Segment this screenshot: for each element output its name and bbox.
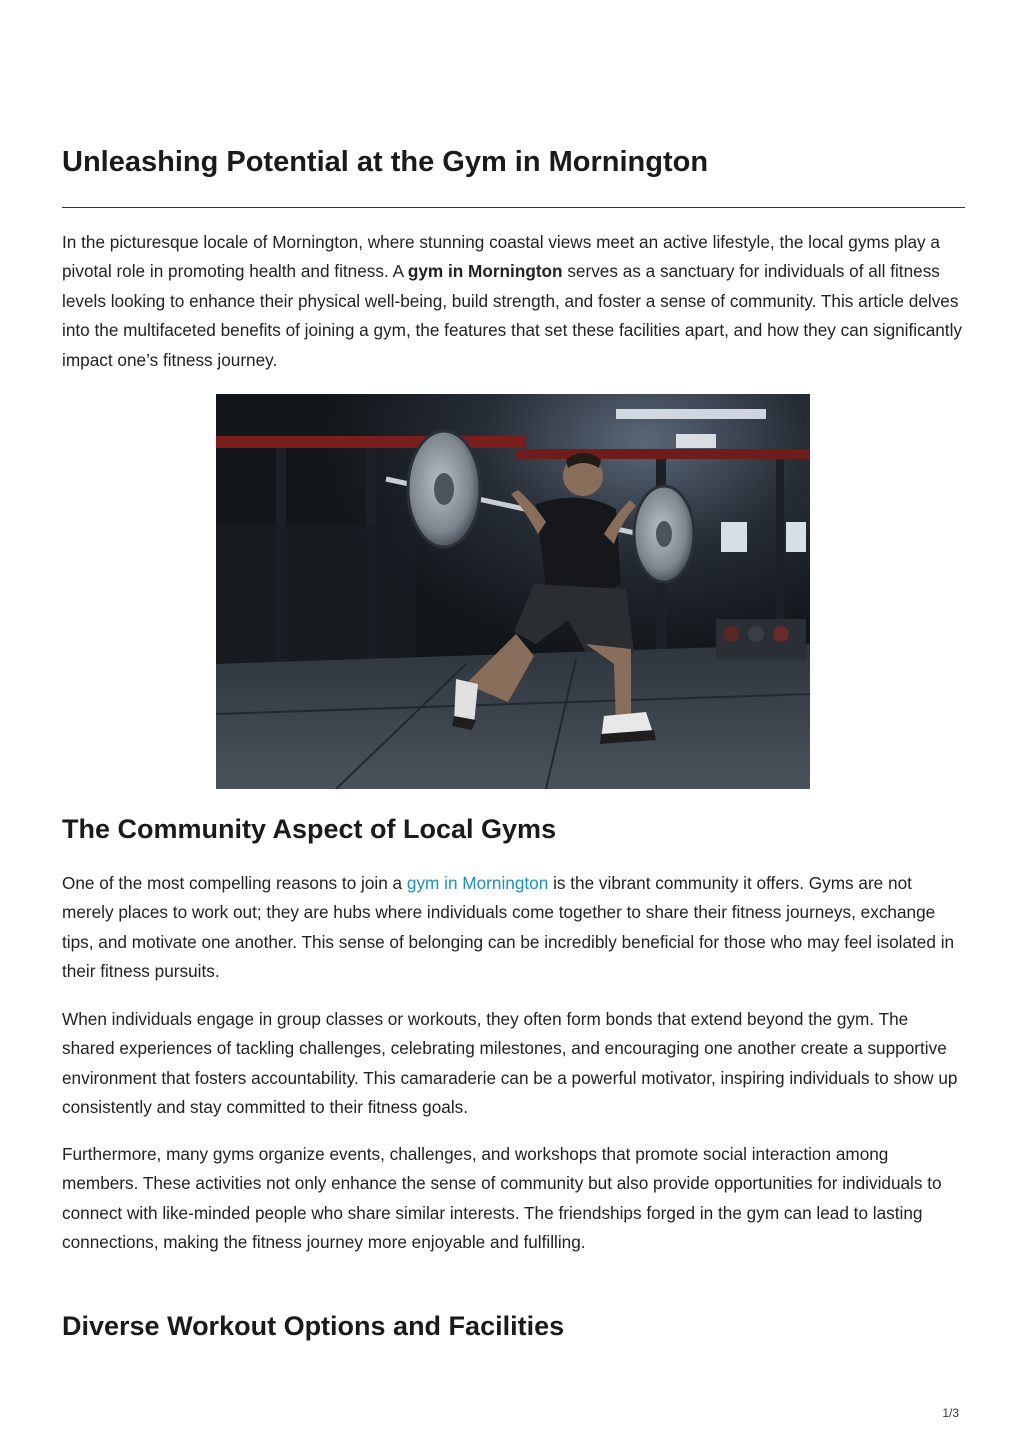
intro-bold-keyword: gym in Mornington [407, 261, 563, 282]
gym-in-mornington-link[interactable]: gym in Mornington [406, 873, 549, 893]
community-p1-after: is the vibrant community it offers. Gyms are not merely places to work out; they are hubs where individuals come together to share their fitness journeys, exchange tips, and motivate one another. This sense of belonging can be incredibly beneficial for those who may feel isolated in their fitness pursuits. [62, 873, 955, 982]
hero-image-gym-lunge [216, 394, 810, 789]
intro-text-before: In the picturesque locale of Mornington, where stunning coastal views meet an active lifestyle, the local gyms play a pivotal role in promoting health and fitness. A [62, 232, 940, 282]
community-paragraph-3: Furthermore, many gyms organize events, challenges, and workshops that promote social interaction among members. These activities not only enhance the sense of community but also provide opportunities for individuals to connect with like-minded people who share similar interests. The friendships forged in the gym can lead to lasting connections, making the fitness journey more enjoyable and fulfilling. [62, 1144, 942, 1253]
section-heading-community: The Community Aspect of Local Gyms [62, 814, 557, 844]
community-paragraph-1 [62, 869, 965, 987]
intro-text-after: serves as a sanctuary for individuals of all fitness levels looking to enhance their physical well-being, build strength, and foster a sense of community. This article delves into the multifaceted benefits of joining a gym, the features that set these facilities apart, and how they can significantly impact one’s fitness journey. [62, 261, 962, 370]
title-divider [62, 207, 965, 208]
page-title: Unleashing Potential at the Gym in Mornington [62, 146, 709, 178]
page-number: 1/3 [942, 1406, 959, 1420]
community-p1-before: One of the most compelling reasons to join a [62, 873, 407, 893]
intro-paragraph [62, 228, 965, 375]
community-paragraph-2: When individuals engage in group classes or workouts, they often form bonds that extend beyond the gym. The shared experiences of tackling challenges, celebrating milestones, and encouraging one another create a supportive environment that fosters accountability. This camaraderie can be a powerful motivator, inspiring individuals to show up consistently and stay committed to their fitness goals. [62, 1009, 958, 1118]
section-heading-diverse-workouts: Diverse Workout Options and Facilities [62, 1311, 565, 1341]
